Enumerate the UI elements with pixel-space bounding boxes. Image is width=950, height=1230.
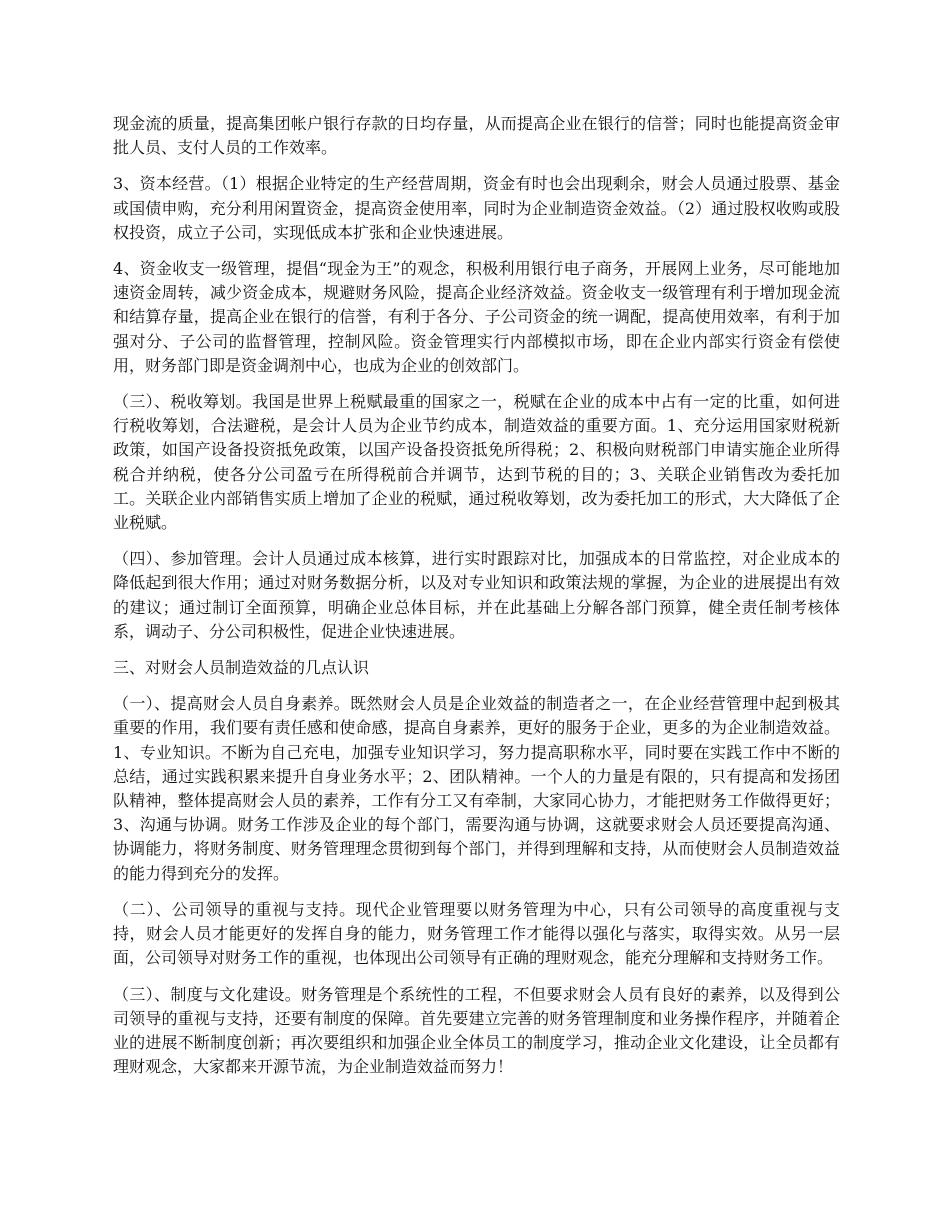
- paragraph-self-quality: （一）、提高财会人员自身素养。既然财会人员是企业效益的制造者之一，在企业经营管理中起到极其重要的作用，我们要有责任感和使命感，提高自身素养，更好的服务于企业，更多的为企业制造效益。1、专业知识。不断为自己充电，加强专业知识学习，努力提高职称水平，同时要在实践工作中不断的总结，通过实践积累来提升自身业务水平；2、团队精神。一个人的力量是有限的，只有提高和发扬团队精神，整体提高财会人员的素养，工作有分工又有牵制，大家同心协力，才能把财务工作做得更好；3、沟通与协调。财务工作涉及企业的每个部门，需要沟通与协调，这就要求财会人员还要提高沟通、协调能力，将财务制度、财务管理理念贯彻到每个部门，并得到理解和支持，从而使财会人员制造效益的能力得到充分的发挥。: [113, 694, 840, 883]
- paragraph-capital-operation: 3、资本经营。（1）根据企业特定的生产经营周期，资金有时也会出现剩余，财会人员通过股票、基金或国债申购，充分利用闲置资金，提高资金使用率，同时为企业制造资金效益。（2）通过股权收购或股权投资，成立子公司，实现低成本扩张和企业快速进展。: [113, 174, 840, 242]
- paragraph-cash-flow: 现金流的质量，提高集团帐户银行存款的日均存量，从而提高企业在银行的信誉；同时也能提高资金审批人员、支付人员的工作效率。: [113, 114, 840, 158]
- document-body: [113, 112, 840, 1091]
- paragraph-fund-management: 4、资金收支一级管理，提倡“现金为王”的观念，积极利用银行电子商务，开展网上业务，尽可能地加速资金周转，减少资金成本，规避财务风险，提高企业经济效益。资金收支一级管理有利于增加现金流和结算存量，提高企业在银行的信誉，有利于各分、子公司资金的统一调配，提高使用效率，有利于加强对分、子公司的监督管理，控制风险。资金管理实行内部模拟市场，即在企业内部实行资金有偿使用，财务部门即是资金调剂中心，也成为企业的创效部门。: [113, 259, 840, 375]
- paragraph-system-culture: （三）、制度与文化建设。财务管理是个系统性的工程，不但要求财会人员有良好的素养，以及得到公司领导的重视与支持，还要有制度的保障。首先要建立完善的财务管理制度和业务操作程序，并随着企业的进展不断制度创新；再次要组织和加强企业全体员工的制度学习，推动企业文化建设，让全员都有理财观念，大家都来开源节流，为企业制造效益而努力！: [113, 984, 840, 1077]
- section-heading: 三、对财会人员制造效益的几点认识: [113, 658, 370, 678]
- paragraph-participate-management: （四）、参加管理。会计人员通过成本核算，进行实时跟踪对比，加强成本的日常监控，对企业成本的降低起到很大作用；通过对财务数据分析，以及对专业知识和政策法规的掌握，为企业的进展提出有效的建议；通过制订全面预算，明确企业总体目标，并在此基础上分解各部门预算，健全责任制考核体系，调动子、分公司积极性，促进企业快速进展。: [113, 549, 840, 641]
- paragraph-leadership-support: （二）、公司领导的重视与支持。现代企业管理要以财务管理为中心，只有公司领导的高度重视与支持，财会人员才能更好的发挥自身的能力，财务管理工作才能得以强化与落实，取得实效。从另一层面，公司领导对财务工作的重视，也体现出公司领导有正确的理财观念，能充分理解和支持财务工作。: [113, 899, 840, 968]
- paragraph-tax-planning: （三）、税收筹划。我国是世界上税赋最重的国家之一，税赋在企业的成本中占有一定的比重，如何进行税收筹划，合法避税，是会计人员为企业节约成本，制造效益的重要方面。1、充分运用国家财税新政策，如国产设备投资抵免政策，以国产设备投资抵免所得税；2、积极向财税部门申请实施企业所得税合并纳税，使各分公司盈亏在所得税前合并调节，达到节税的目的；3、关联企业销售改为委托加工。关联企业内部销售实质上增加了企业的税赋，通过税收筹划，改为委托加工的形式，大大降低了企业税赋。: [113, 392, 840, 533]
